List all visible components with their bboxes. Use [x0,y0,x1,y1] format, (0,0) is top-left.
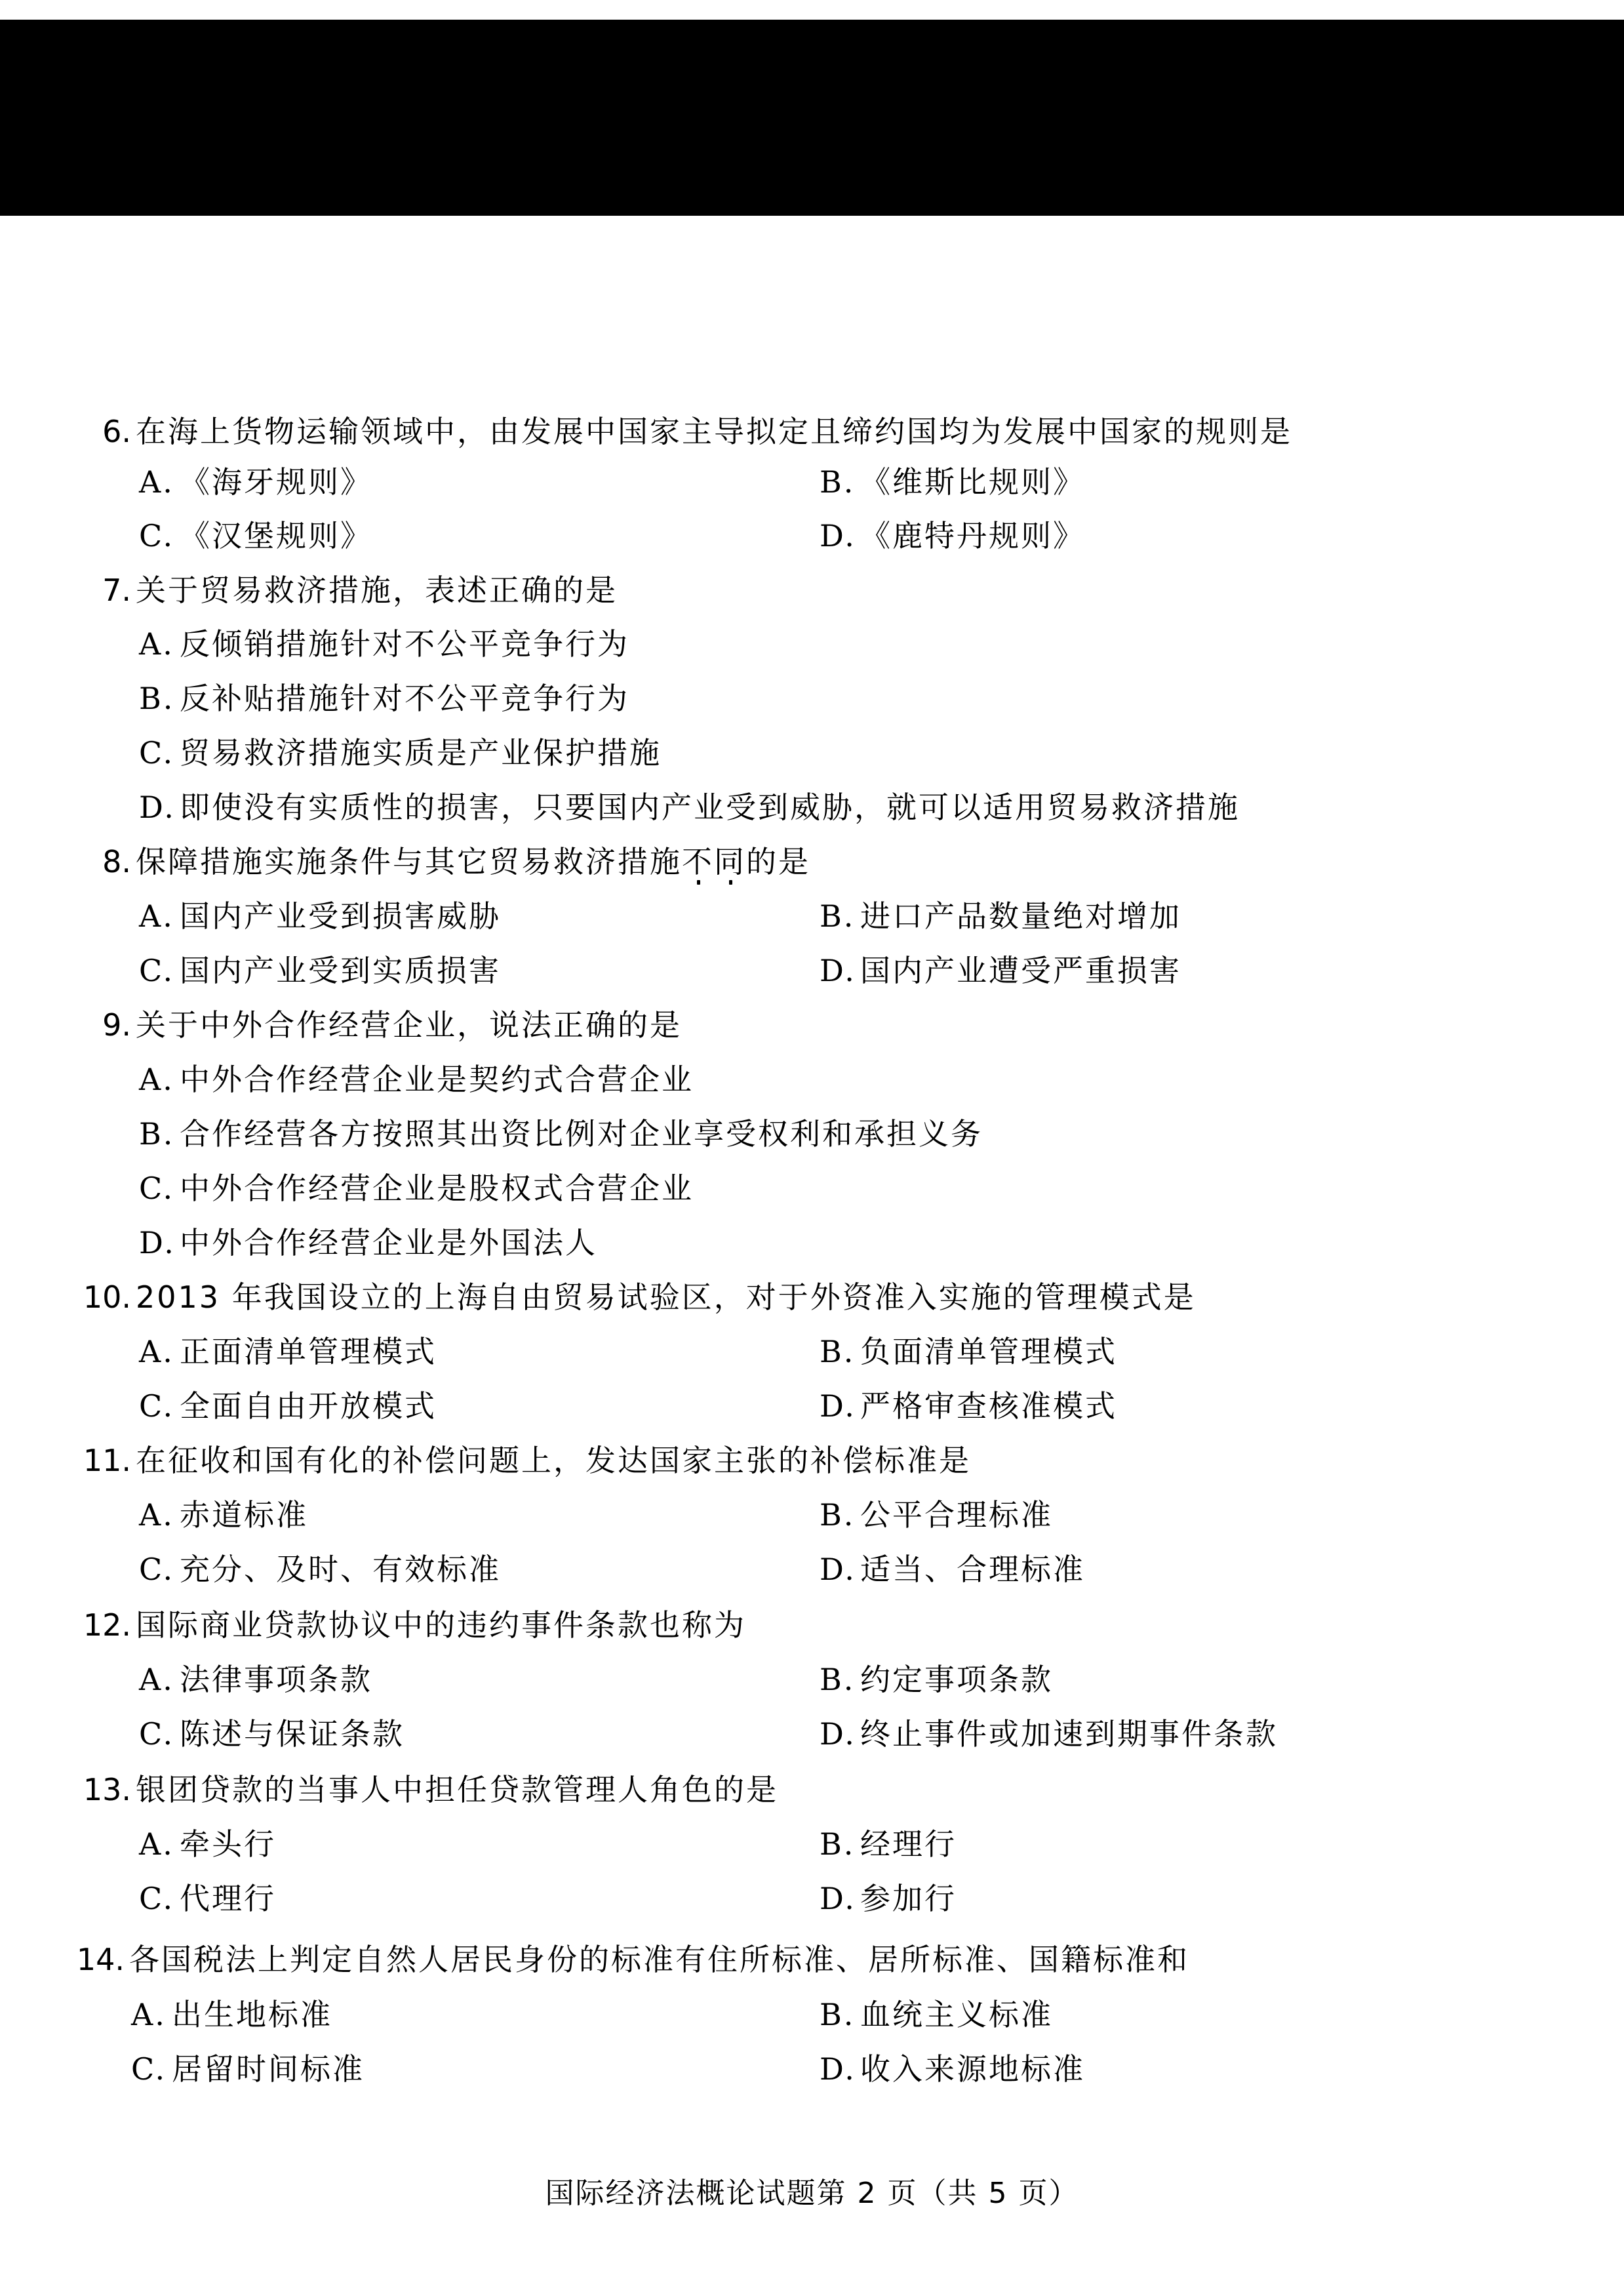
emphasized-char: 不 [682,844,714,879]
option-d[interactable] [820,1714,1278,1754]
option-text: 即使没有实质性的损害，只要国内产业受到威胁，就可以适用贸易救济措施 [180,790,1240,825]
option-letter: C. [139,953,175,988]
option-text: 正面清单管理模式 [180,1334,437,1369]
option-a[interactable] [139,1060,694,1099]
option-b[interactable] [820,1495,1053,1535]
option-d[interactable] [820,1386,1117,1426]
question-number: 12. [83,1607,131,1643]
question-number: 6. [102,414,131,449]
option-c[interactable] [139,1550,501,1589]
option-letter: B. [820,1997,856,2032]
option-letter: B. [820,898,856,934]
option-letter: A. [139,1826,174,1862]
question-stem [136,842,810,881]
option-text: 陈述与保证条款 [180,1716,405,1752]
question-number: 7. [102,573,131,608]
option-d[interactable] [820,951,1181,990]
option-c[interactable] [139,1169,694,1208]
option-text: 出生地标准 [172,1997,332,2032]
option-b[interactable] [820,1660,1053,1699]
option-text: 充分、及时、有效标准 [180,1552,501,1587]
option-letter: B. [820,464,856,500]
option-text: 国内产业受到损害威胁 [180,898,501,934]
option-text: 反倾销措施针对不公平竞争行为 [180,626,629,662]
option-text: 适当、合理标准 [860,1552,1085,1587]
option-letter: B. [820,1662,856,1697]
option-a[interactable] [139,624,629,664]
option-d[interactable] [820,1550,1085,1589]
option-b[interactable] [820,896,1181,936]
emphasized-char: 同 [714,844,746,879]
option-letter: A. [139,1062,174,1097]
option-letter: C. [139,1716,175,1752]
option-text: 约定事项条款 [860,1662,1053,1697]
option-letter: D. [820,953,856,988]
option-text: 参加行 [860,1881,957,1916]
option-letter: C. [139,735,175,771]
option-c[interactable] [139,1714,405,1754]
option-b[interactable] [139,679,629,718]
option-letter: C. [139,1552,175,1587]
option-letter: B. [820,1826,856,1862]
option-text: 国内产业受到实质损害 [180,953,501,988]
option-text: 中外合作经营企业是股权式合营企业 [180,1171,694,1206]
option-letter: A. [139,464,174,500]
option-letter: D. [820,1388,856,1424]
option-letter: C. [139,1388,175,1424]
option-c[interactable] [139,1386,437,1426]
option-letter: A. [139,1334,174,1369]
question-number: 10. [83,1279,131,1315]
option-text: 中外合作经营企业是外国法人 [180,1225,597,1260]
option-text: 血统主义标准 [860,1997,1053,2032]
option-a[interactable] [139,1495,308,1535]
option-letter: A. [131,1997,167,2032]
option-text: 国内产业遭受严重损害 [860,953,1181,988]
option-text: 负面清单管理模式 [860,1334,1117,1369]
option-letter: B. [820,1334,856,1369]
option-c[interactable] [139,951,501,990]
option-text: 中外合作经营企业是契约式合营企业 [180,1062,694,1097]
option-b[interactable] [139,1114,983,1154]
option-letter: A. [139,898,174,934]
option-text: 贸易救济措施实质是产业保护措施 [180,735,662,771]
option-letter: A. [139,626,174,662]
option-letter: A. [139,1497,174,1533]
question-stem: 关于中外合作经营企业，说法正确的是 [136,1007,682,1043]
question-stem: 2013 年我国设立的上海自由贸易试验区，对于外资准入实施的管理模式是 [136,1279,1196,1315]
option-d[interactable] [820,516,1085,555]
option-letter: D. [139,790,176,825]
option-text: 《维斯比规则》 [860,464,1085,500]
page-footer: 国际经济法概论试题第 2 页（共 5 页） [545,2177,1079,2210]
question-number: 13. [83,1772,131,1807]
option-letter: C. [139,1881,175,1916]
option-letter: D. [820,1552,856,1587]
option-letter: D. [820,1716,856,1752]
question-number: 14. [76,1942,125,1977]
option-b[interactable] [820,462,1085,502]
option-b[interactable] [820,1332,1117,1371]
question-stem: 各国税法上判定自然人居民身份的标准有住所标准、居所标准、国籍标准和 [129,1942,1189,1977]
option-letter: C. [139,518,175,553]
question-stem: 在征收和国有化的补偿问题上，发达国家主张的补偿标准是 [136,1443,971,1478]
stem-text: 的是 [746,844,810,879]
option-letter: D. [820,518,856,553]
option-c[interactable] [139,733,662,773]
option-d[interactable] [139,788,1240,827]
option-a[interactable] [139,462,372,502]
question-stem: 银团贷款的当事人中担任贷款管理人角色的是 [136,1772,778,1807]
option-a[interactable] [139,1824,276,1864]
option-c[interactable] [131,2049,365,2089]
option-text: 收入来源地标准 [860,2051,1085,2087]
option-letter: B. [139,1116,175,1152]
option-a[interactable] [139,1660,372,1699]
option-letter: C. [131,2051,167,2087]
option-text: 严格审查核准模式 [860,1388,1117,1424]
option-text: 《海牙规则》 [180,464,372,500]
option-text: 公平合理标准 [860,1497,1053,1533]
option-text: 《鹿特丹规则》 [860,518,1085,553]
question-number: 11. [83,1443,131,1478]
option-text: 牵头行 [180,1826,276,1862]
option-d[interactable] [820,2049,1085,2089]
option-b[interactable] [820,1824,957,1864]
option-letter: D. [139,1225,176,1260]
option-c[interactable] [139,1879,276,1918]
question-stem: 关于贸易救济措施，表述正确的是 [136,573,618,608]
option-text: 代理行 [180,1881,276,1916]
option-letter: D. [820,1881,856,1916]
option-b[interactable] [820,1995,1053,2034]
option-a[interactable] [139,896,501,936]
option-text: 进口产品数量绝对增加 [860,898,1181,934]
option-text: 法律事项条款 [180,1662,372,1697]
option-text: 合作经营各方按照其出资比例对企业享受权利和承担义务 [180,1116,983,1152]
option-text: 居留时间标准 [172,2051,365,2087]
option-text: 全面自由开放模式 [180,1388,437,1424]
question-stem: 国际商业贷款协议中的违约事件条款也称为 [136,1607,746,1643]
option-c[interactable] [139,516,372,555]
option-d[interactable] [139,1223,597,1262]
option-d[interactable] [820,1879,957,1918]
option-a[interactable] [139,1332,437,1371]
question-number: 9. [102,1007,131,1043]
option-text: 赤道标准 [180,1497,308,1533]
option-letter: B. [820,1497,856,1533]
option-text: 《汉堡规则》 [180,518,372,553]
option-text: 终止事件或加速到期事件条款 [860,1716,1278,1752]
option-letter: C. [139,1171,175,1206]
option-text: 反补贴措施针对不公平竞争行为 [180,681,629,716]
question-stem: 在海上货物运输领域中，由发展中国家主导拟定且缔约国均为发展中国家的规则是 [136,414,1292,449]
option-a[interactable] [131,1995,332,2034]
stem-text: 保障措施实施条件与其它贸易救济措施 [136,844,682,879]
option-letter: B. [139,681,175,716]
option-letter: D. [820,2051,856,2087]
option-text: 经理行 [860,1826,957,1862]
option-letter: A. [139,1662,174,1697]
question-number: 8. [102,844,131,879]
